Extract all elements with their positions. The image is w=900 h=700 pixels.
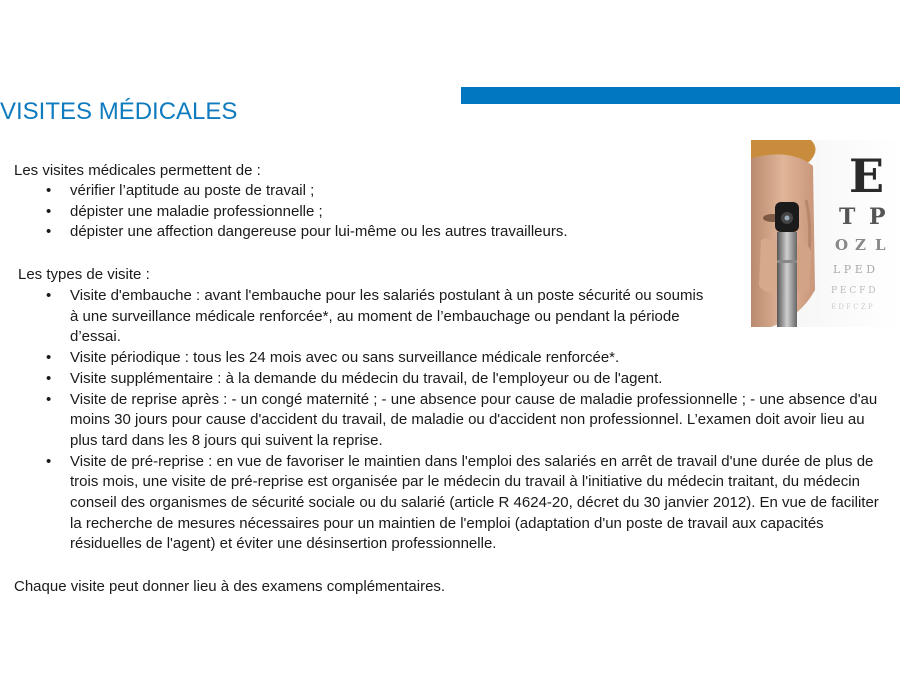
bullet-icon: • (46, 223, 52, 241)
types-heading: Les types de visite : (18, 266, 150, 283)
slide-title: VISITES MÉDICALES (0, 98, 238, 125)
list-item (0, 286, 879, 348)
bullet-icon: • (46, 452, 52, 470)
bullet-icon: • (46, 202, 52, 220)
svg-text:P E C F D: P E C F D (831, 286, 876, 296)
list-item-line: trois mois, une visite de pré-reprise est organisée par le médecin du travail à l'initiative du médecin traitant, du médecin (70, 473, 860, 491)
svg-text:T: T (839, 204, 856, 230)
svg-text:E: E (849, 149, 885, 203)
svg-text:Z: Z (855, 236, 866, 254)
bullet-icon: • (46, 349, 52, 367)
intro-heading: Les visites médicales permettent de : (14, 162, 261, 179)
list-item-line: d’essai. (70, 328, 121, 346)
bullet-icon: • (46, 287, 52, 304)
list-item (0, 452, 879, 556)
list-item (0, 202, 568, 223)
list-item-line: Visite de pré-reprise : en vue de favoriser le maintien dans l'emploi des salariés en arrêt de travail d'une durée de plus de (70, 452, 874, 470)
list-item (0, 348, 879, 369)
svg-text:L: L (875, 236, 886, 254)
list-item-line: conseil des organismes de sécurité sociale ou du salarié (article R 4624-20, décret du 30 janvier 2012). En vue de faciliter (70, 494, 879, 512)
intro-list (0, 181, 568, 243)
bullet-icon: • (46, 369, 52, 387)
svg-text:E D F C Z P: E D F C Z P (831, 303, 873, 311)
footer-note: Chaque visite peut donner lieu à des examens complémentaires. (14, 578, 446, 595)
list-item-line: Visite supplémentaire : à la demande du médecin du travail, de l'employeur ou de l'agent. (70, 369, 663, 387)
list-item-text: dépister une maladie professionnelle ; (70, 202, 323, 220)
list-item-line: Visite de reprise après : - un congé maternité ; - une absence pour cause de maladie professionnelle ; - une absence d'au (70, 390, 878, 408)
svg-text:O: O (835, 236, 849, 254)
list-item (0, 390, 879, 452)
list-item-line: plus tard dans les 8 jours qui suivent la reprise. (70, 431, 383, 449)
types-list (0, 286, 879, 555)
svg-text:P: P (869, 204, 886, 230)
list-item-text: vérifier l’aptitude au poste de travail ; (70, 182, 315, 199)
bullet-icon: • (46, 182, 52, 199)
list-item-line: Visite d'embauche : avant l'embauche pour les salariés postulant à un poste sécurité ou soumis (70, 287, 704, 304)
list-item-text: dépister une affection dangereuse pour lui-même ou les autres travailleurs. (70, 223, 568, 241)
list-item (0, 181, 568, 202)
list-item-line: à une surveillance médicale renforcée*, au moment de l’embauchage ou pendant la période (70, 307, 680, 325)
list-item-line: la recherche de mesures nécessaires pour un maintien de l'emploi (adaptation d'un poste de travail aux capacités (70, 514, 824, 532)
bullet-icon: • (46, 390, 52, 408)
list-item (0, 369, 879, 390)
list-item-line: Visite périodique : tous les 24 mois avec ou sans surveillance médicale renforcée*. (70, 349, 620, 367)
svg-text:L P E D: L P E D (833, 263, 876, 276)
list-item-line: résiduelles de l'agent) et éviter une désinsertion professionnelle. (70, 535, 497, 553)
list-item-line: moins 30 jours pour cause d'accident du travail, de maladie ou d'accident non professionnel. L’examen doit avoir lieu au (70, 411, 865, 429)
list-item (0, 222, 568, 243)
